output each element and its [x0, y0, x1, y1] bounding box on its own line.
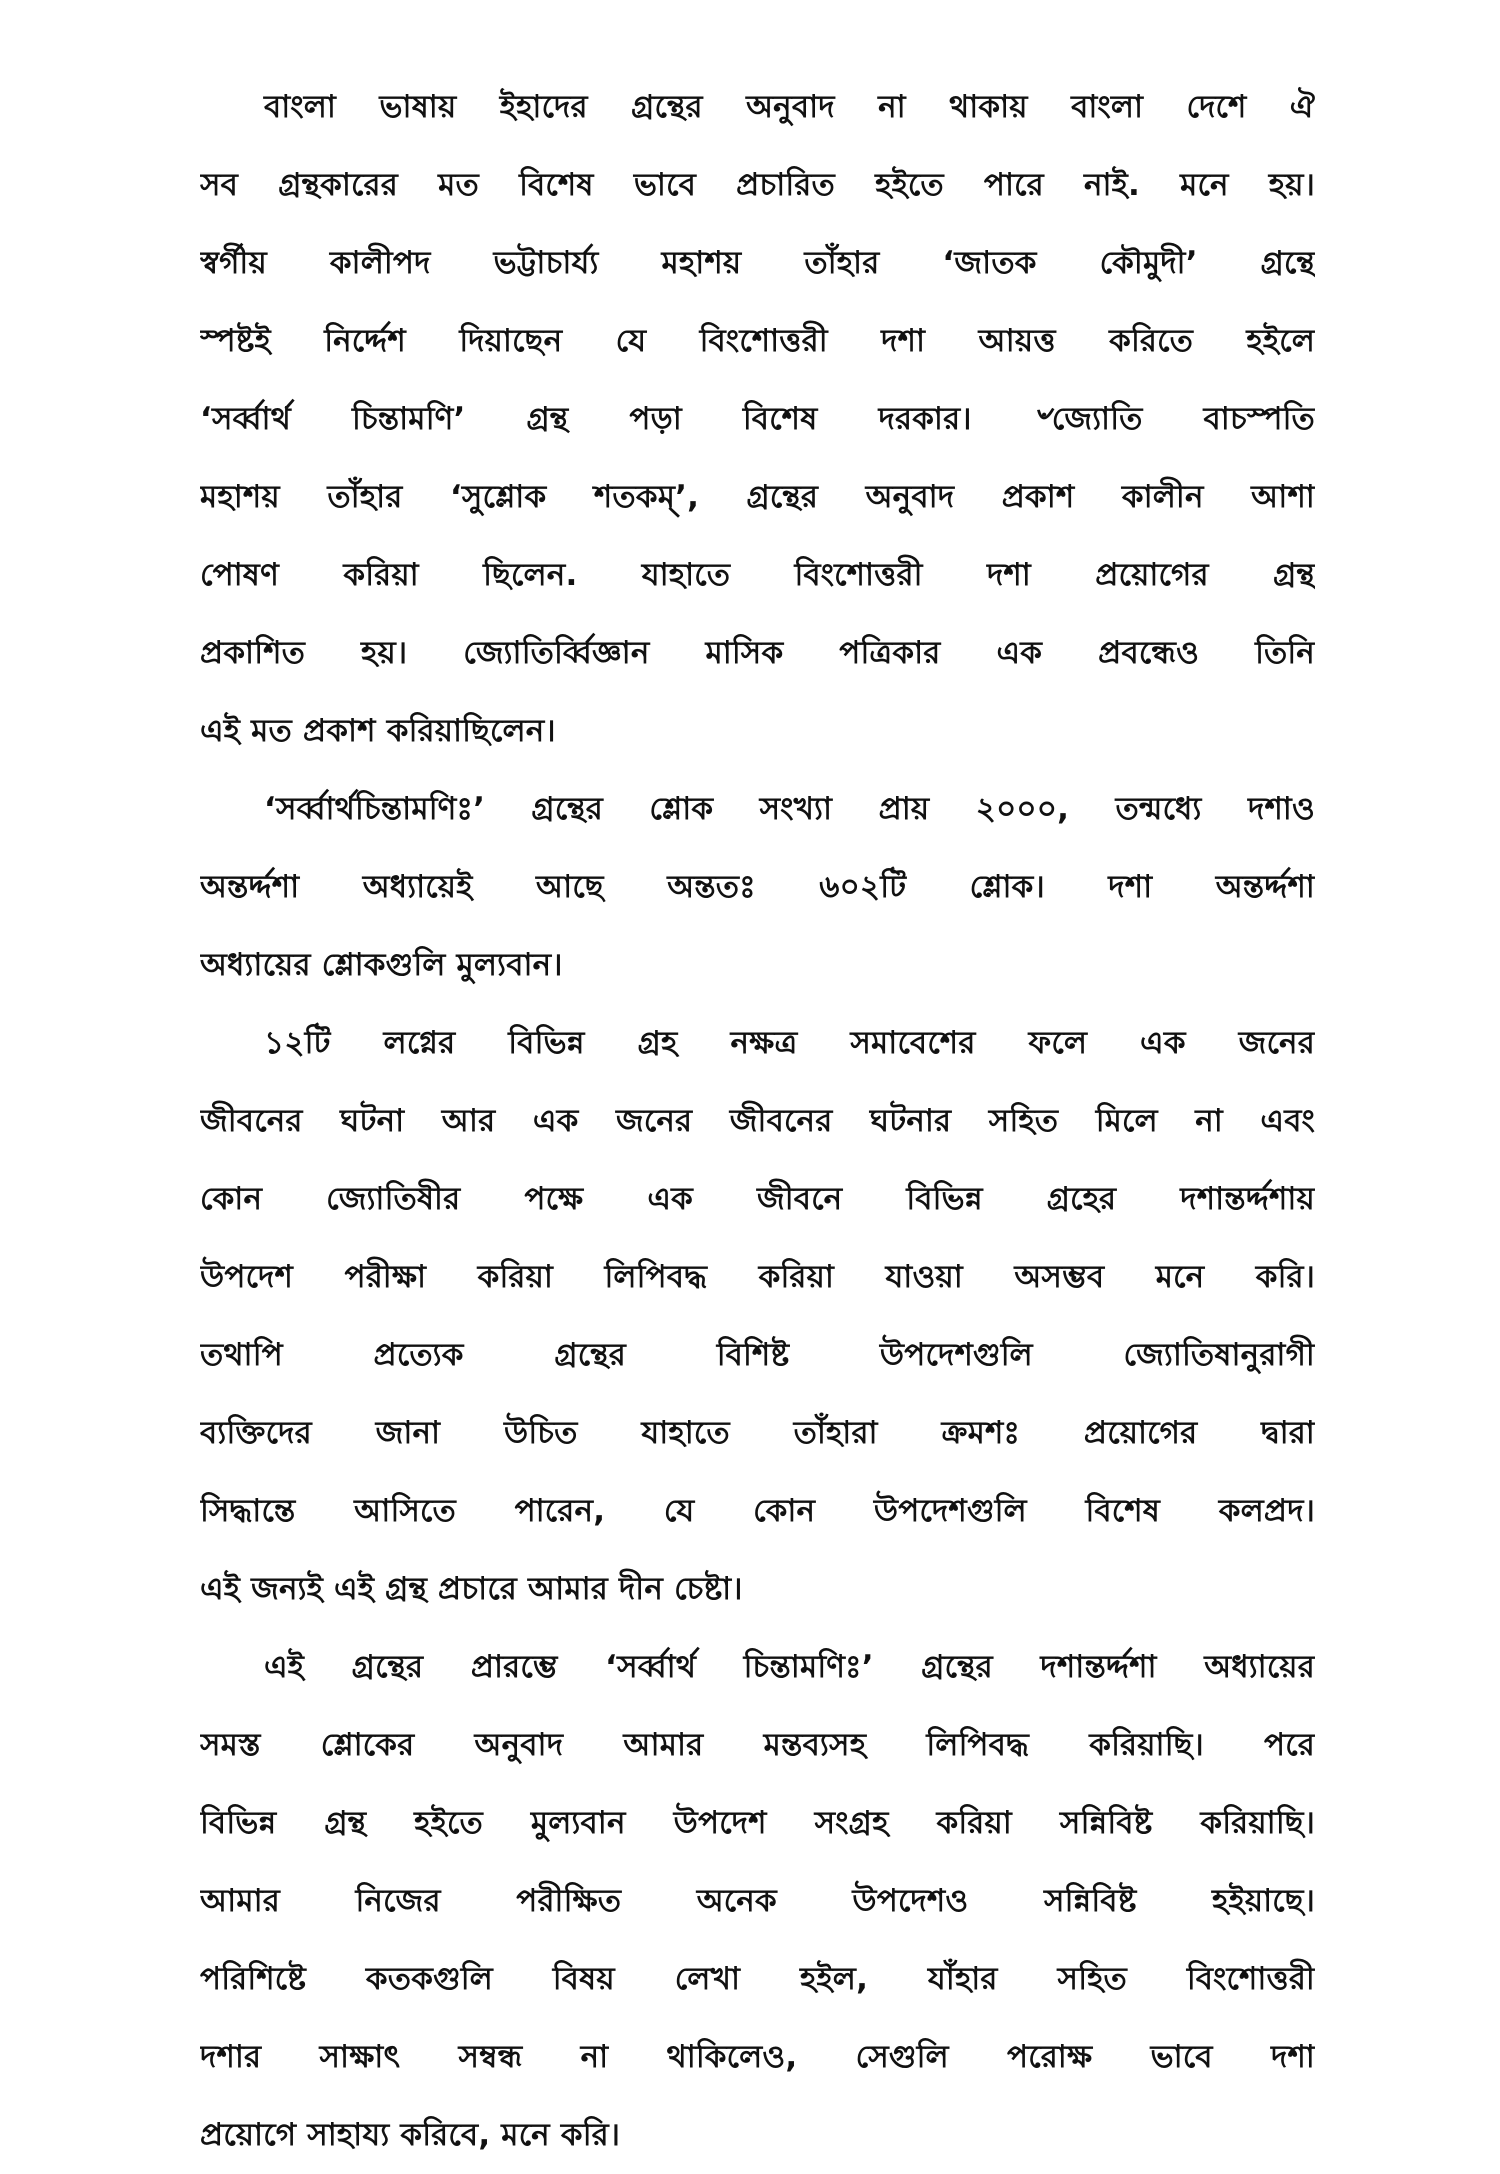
- text-line: আমার নিজের পরীক্ষিত অনেক উপদেশও সন্নিবিষ্ট হইয়াছে।: [200, 1883, 1315, 1919]
- text-line: অন্তর্দ্দশা অধ্যায়েই আছে অন্ততঃ ৬০২টি শ্লোক। দশা অন্তর্দ্দশা: [200, 869, 1315, 905]
- text-line: এই মত প্রকাশ করিয়াছিলেন।: [200, 713, 556, 749]
- paragraph-2: [200, 770, 1315, 1004]
- text-line: বিভিন্ন গ্রন্থ হইতে মুল্যবান উপদেশ সংগ্রহ করিয়া সন্নিবিষ্ট করিয়াছি।: [200, 1805, 1315, 1841]
- text-line: উপদেশ পরীক্ষা করিয়া লিপিবদ্ধ করিয়া যাওয়া অসম্ভব মনে করি।: [200, 1259, 1315, 1295]
- text-line: সব গ্রন্থকারের মত বিশেষ ভাবে প্রচারিত হইতে পারে নাই. মনে হয়।: [200, 167, 1315, 203]
- text-line: জীবনের ঘটনা আর এক জনের জীবনের ঘটনার সহিত মিলে না এবং: [200, 1103, 1315, 1139]
- text-line: স্বর্গীয় কালীপদ ভট্টাচার্য্য মহাশয় তাঁহার ‘জাতক কৌমুদী’ গ্রন্থে: [200, 245, 1315, 281]
- text-line: এই গ্রন্থের প্রারম্ভে ‘সর্ব্বার্থ চিন্তামণিঃ’ গ্রন্থের দশান্তর্দ্দশা অধ্যায়ের: [264, 1649, 1315, 1685]
- text-line: স্পষ্টই নির্দ্দেশ দিয়াছেন যে বিংশোত্তরী দশা আয়ত্ত করিতে হইলে: [200, 323, 1315, 359]
- text-line: ১২টি লগ্নের বিভিন্ন গ্রহ নক্ষত্র সমাবেশের ফলে এক জনের: [264, 1025, 1315, 1061]
- text-line: মহাশয় তাঁহার ‘সুশ্লোক শতকম্’, গ্রন্থের অনুবাদ প্রকাশ কালীন আশা: [200, 479, 1315, 515]
- text-line: বাংলা ভাষায় ইহাদের গ্রন্থের অনুবাদ না থাকায় বাংলা দেশে ঐ: [264, 89, 1315, 125]
- text-line: ‘সর্ব্বার্থচিন্তামণিঃ’ গ্রন্থের শ্লোক সংখ্যা প্রায় ২০০০, তন্মধ্যে দশাও: [264, 791, 1315, 827]
- text-line: অধ্যায়ের শ্লোকগুলি মুল্যবান।: [200, 947, 563, 983]
- text-line: প্রয়োগে সাহায্য করিবে, মনে করি।: [200, 2117, 621, 2153]
- paragraph-3: [200, 1004, 1315, 1628]
- text-line: কোন জ্যোতিষীর পক্ষে এক জীবনে বিভিন্ন গ্রহের দশান্তর্দ্দশায়: [200, 1181, 1315, 1217]
- text-line: পোষণ করিয়া ছিলেন. যাহাতে বিংশোত্তরী দশা প্রয়োগের গ্রন্থ: [200, 557, 1315, 593]
- paragraph-4: [200, 1628, 1315, 2174]
- page-text: [200, 68, 1315, 2174]
- text-line: এই জন্যই এই গ্রন্থ প্রচারে আমার দীন চেষ্টা।: [200, 1571, 743, 1607]
- text-line: পরিশিষ্টে কতকগুলি বিষয় লেখা হইল, যাঁহার সহিত বিংশোত্তরী: [200, 1961, 1315, 1997]
- text-line: সমস্ত শ্লোকের অনুবাদ আমার মন্তব্যসহ লিপিবদ্ধ করিয়াছি। পরে: [200, 1727, 1315, 1763]
- text-line: দশার সাক্ষাৎ সম্বন্ধ না থাকিলেও, সেগুলি পরোক্ষ ভাবে দশা: [200, 2039, 1315, 2075]
- text-line: তথাপি প্রত্যেক গ্রন্থের বিশিষ্ট উপদেশগুলি জ্যোতিষানুরাগী: [200, 1337, 1315, 1373]
- text-line: ‘সর্ব্বার্থ চিন্তামণি’ গ্রন্থ পড়া বিশেষ দরকার। ৺জ্যোতি বাচস্পতি: [200, 401, 1315, 437]
- text-line: সিদ্ধান্তে আসিতে পারেন, যে কোন উপদেশগুলি বিশেষ কলপ্রদ।: [200, 1493, 1315, 1529]
- text-line: ব্যক্তিদের জানা উচিত যাহাতে তাঁহারা ক্রমশঃ প্রয়োগের দ্বারা: [200, 1415, 1315, 1451]
- text-line: প্রকাশিত হয়। জ্যোতির্ব্বিজ্ঞান মাসিক পত্রিকার এক প্রবন্ধেও তিনি: [200, 635, 1315, 671]
- paragraph-1: [200, 68, 1315, 770]
